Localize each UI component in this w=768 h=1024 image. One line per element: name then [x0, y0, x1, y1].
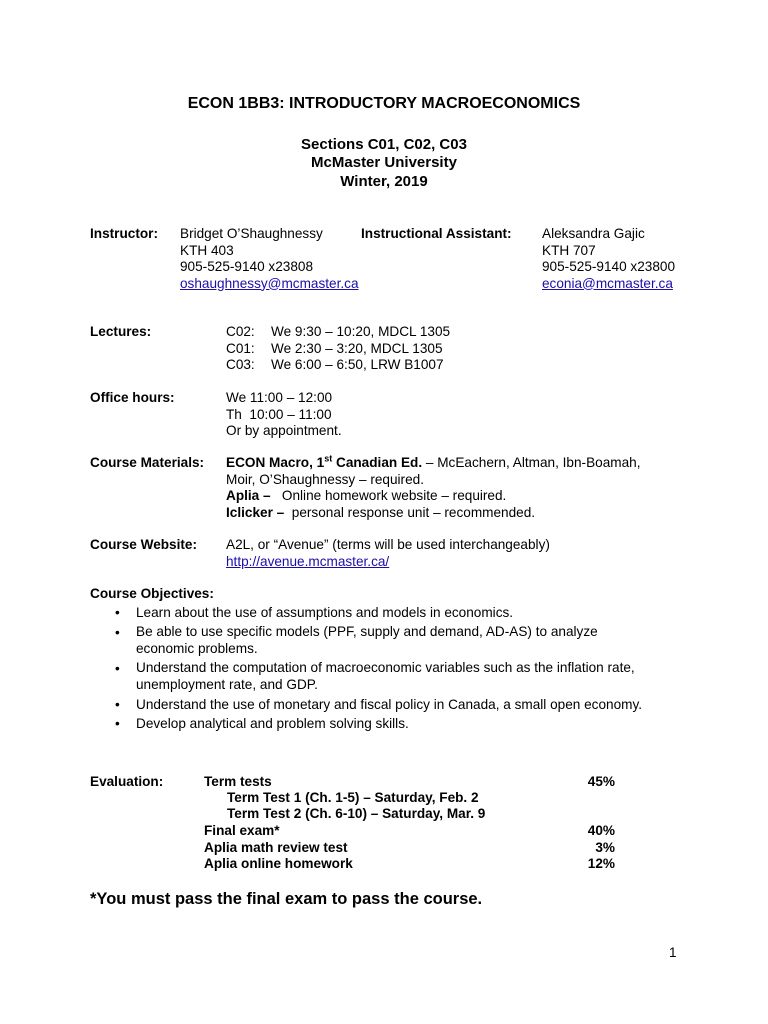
instructor-email-link[interactable]: oshaughnessy@mcmaster.ca [180, 275, 359, 291]
materials-info [226, 455, 640, 521]
instructor-info [180, 226, 359, 292]
instructor-office: KTH 403 [180, 242, 234, 258]
assistant-email-link[interactable]: econia@mcmaster.ca [542, 275, 673, 291]
instructor-name: Bridget O’Shaughnessy [180, 226, 323, 241]
instructor-phone: 905-525-9140 x23808 [180, 259, 314, 274]
evaluation-item: Term tests [204, 774, 272, 789]
office-hours-line: Or by appointment. [226, 423, 342, 438]
office-hours-info [226, 390, 342, 440]
lecture-time: We 2:30 – 3:20, MDCL 1305 [271, 340, 443, 356]
evaluation-weight: 3% [595, 840, 615, 855]
lecture-section: C03: [226, 357, 255, 372]
textbook-line [226, 455, 640, 472]
evaluation-weight: 45% [587, 774, 615, 789]
textbook-authors: – McEachern, Altman, Ibn-Boamah, [422, 455, 641, 470]
lecture-section: C02: [226, 324, 255, 339]
objectives-label: Course Objectives: [90, 586, 214, 601]
objectives-list [90, 603, 690, 734]
website-link[interactable]: http://avenue.mcmaster.ca/ [226, 553, 390, 569]
textbook-authors-cont: Moir, O’Shaughnessy – required. [226, 471, 424, 487]
lectures-label: Lectures: [90, 324, 152, 339]
list-item: • Develop analytical and problem solving skills. [90, 714, 690, 734]
list-item: • Understand the computation of macroeconomic variables such as the inflation rate, unemployment rate, and GDP. [115, 659, 635, 693]
website-text: A2L, or “Avenue” (terms will be used interchangeably) [226, 537, 550, 552]
bullet-icon: • [115, 696, 120, 712]
evaluation-subitem: Term Test 1 (Ch. 1-5) – Saturday, Feb. 2 [227, 790, 479, 805]
aplia-line [226, 488, 640, 505]
evaluation-item: Aplia math review test [204, 840, 348, 855]
assistant-office: KTH 707 [542, 242, 596, 258]
iclicker-line [226, 505, 640, 522]
evaluation-label: Evaluation: [90, 774, 164, 789]
office-hours-label: Office hours: [90, 390, 175, 405]
iclicker-text: personal response unit – recommended. [284, 504, 536, 520]
evaluation-weight: 12% [587, 856, 615, 871]
page-number: 1 [669, 945, 677, 960]
evaluation-item: Final exam* [204, 823, 280, 838]
lecture-time: We 9:30 – 10:20, MDCL 1305 [271, 324, 451, 339]
term-line: Winter, 2019 [340, 173, 428, 190]
textbook-title: ECON Macro, 1st Canadian Ed. [226, 453, 423, 470]
lecture-section: C01: [226, 340, 255, 356]
assistant-phone: 905-525-9140 x23800 [542, 259, 676, 274]
website-info [226, 537, 550, 570]
list-item: • Learn about the use of assumptions and models in economics. [90, 603, 690, 623]
assistant-label: Instructional Assistant: [361, 226, 512, 241]
document-title: ECON 1BB3: INTRODUCTORY MACROECONOMICS [187, 95, 581, 112]
lecture-row [226, 341, 443, 358]
lecture-time: We 6:00 – 6:50, LRW B1007 [271, 357, 444, 372]
final-exam-note: *You must pass the final exam to pass the course. [90, 890, 483, 908]
iclicker-label: Iclicker – [226, 504, 285, 520]
lecture-row [226, 324, 450, 341]
bullet-icon: • [115, 660, 120, 676]
list-item: • Be able to use specific models (PPF, supply and demand, AD-AS) to analyze economic problems. [115, 623, 598, 657]
instructor-label: Instructor: [90, 226, 158, 241]
website-label: Course Website: [90, 537, 198, 552]
assistant-info [542, 226, 675, 292]
sections-line: Sections C01, C02, C03 [301, 136, 467, 153]
evaluation-subitem: Term Test 2 (Ch. 6-10) – Saturday, Mar. 9 [227, 806, 486, 821]
evaluation-weight: 40% [587, 823, 615, 838]
aplia-label: Aplia – [226, 488, 271, 503]
bullet-icon: • [115, 716, 120, 732]
list-item: • Understand the use of monetary and fiscal policy in Canada, a small open economy. [90, 695, 690, 715]
university-line: McMaster University [311, 154, 457, 171]
office-hours-line: Th 10:00 – 11:00 [226, 406, 332, 422]
lecture-row [226, 357, 444, 374]
office-hours-line: We 11:00 – 12:00 [226, 390, 333, 405]
bullet-icon: • [115, 624, 120, 640]
bullet-icon: • [115, 605, 120, 620]
aplia-text: Online homework website – required. [270, 488, 507, 503]
materials-label: Course Materials: [90, 455, 205, 470]
assistant-name: Aleksandra Gajic [542, 226, 645, 241]
evaluation-item: Aplia online homework [204, 856, 353, 871]
